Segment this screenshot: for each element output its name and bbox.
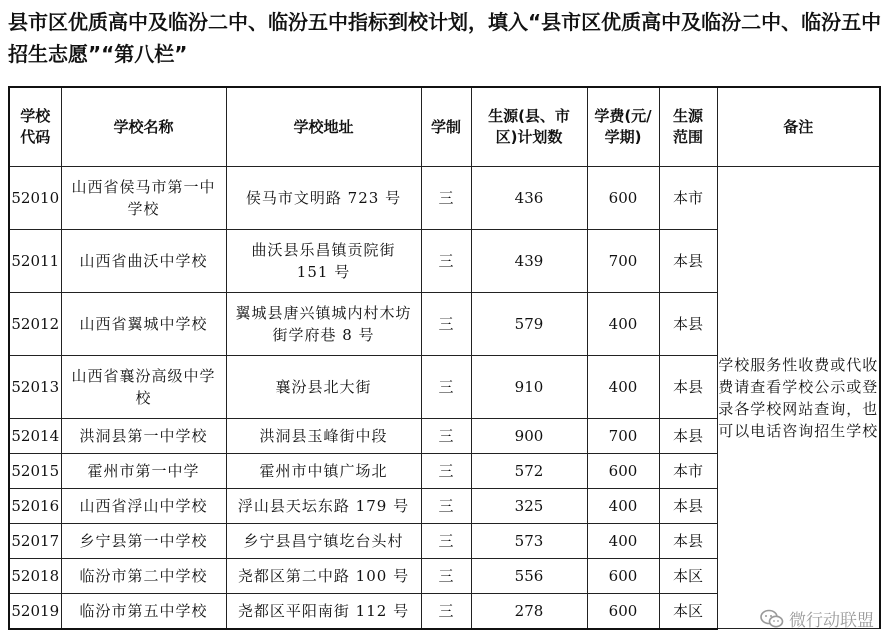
cell-code: 52013 (9, 356, 61, 419)
cell-system: 三 (421, 419, 471, 454)
cell-fee: 600 (587, 454, 659, 489)
cell-scope: 本县 (659, 524, 717, 559)
cell-address: 翼城县唐兴镇城内村木坊街学府巷 8 号 (226, 293, 421, 356)
cell-system: 三 (421, 293, 471, 356)
cell-scope: 本县 (659, 356, 717, 419)
cell-quota: 579 (471, 293, 587, 356)
cell-quota: 439 (471, 230, 587, 293)
cell-scope: 本县 (659, 489, 717, 524)
header-row (9, 87, 880, 167)
cell-fee: 700 (587, 419, 659, 454)
cell-name: 霍州市第一中学 (61, 454, 226, 489)
cell-quota: 325 (471, 489, 587, 524)
cell-code: 52018 (9, 559, 61, 594)
cell-code: 52016 (9, 489, 61, 524)
cell-scope: 本县 (659, 230, 717, 293)
cell-quota: 436 (471, 167, 587, 230)
cell-code: 52019 (9, 594, 61, 629)
cell-system: 三 (421, 356, 471, 419)
cell-scope: 本县 (659, 293, 717, 356)
cell-code: 52015 (9, 454, 61, 489)
cell-name: 山西省侯马市第一中学校 (61, 167, 226, 230)
header-scope: 生源范围 (659, 87, 717, 167)
header-name: 学校名称 (61, 87, 226, 167)
cell-code: 52010 (9, 167, 61, 230)
header-system: 学制 (421, 87, 471, 167)
cell-address: 尧都区平阳南街 112 号 (226, 594, 421, 629)
cell-quota: 556 (471, 559, 587, 594)
cell-address: 曲沃县乐昌镇贡院街151 号 (226, 230, 421, 293)
watermark-text: 微行动联盟 (789, 611, 874, 631)
cell-name: 临汾市第五中学校 (61, 594, 226, 629)
header-quota: 生源(县、市区)计划数 (471, 87, 587, 167)
cell-scope: 本区 (659, 594, 717, 629)
cell-system: 三 (421, 524, 471, 559)
header-code: 学校代码 (9, 87, 61, 167)
cell-note: 学校服务性收费或代收费请查看学校公示或登录各学校网站查询，也可以电话咨询招生学校 (717, 167, 880, 629)
enrollment-plan-table (8, 86, 881, 630)
cell-fee: 600 (587, 167, 659, 230)
cell-fee: 400 (587, 356, 659, 419)
cell-fee: 700 (587, 230, 659, 293)
cell-name: 山西省浮山中学校 (61, 489, 226, 524)
cell-name: 山西省翼城中学校 (61, 293, 226, 356)
cell-code: 52014 (9, 419, 61, 454)
cell-quota: 573 (471, 524, 587, 559)
cell-fee: 400 (587, 524, 659, 559)
cell-system: 三 (421, 489, 471, 524)
cell-system: 三 (421, 454, 471, 489)
cell-address: 洪洞县玉峰街中段 (226, 419, 421, 454)
cell-address: 襄汾县北大街 (226, 356, 421, 419)
cell-scope: 本市 (659, 167, 717, 230)
cell-fee: 400 (587, 489, 659, 524)
cell-scope: 本区 (659, 559, 717, 594)
cell-fee: 600 (587, 594, 659, 629)
cell-fee: 400 (587, 293, 659, 356)
cell-name: 山西省曲沃中学校 (61, 230, 226, 293)
cell-quota: 900 (471, 419, 587, 454)
page-heading: 县市区优质高中及临汾二中、临汾五中指标到校计划，填入“县市区优质高中及临汾二中、临汾五中招生志愿”“第八栏” (8, 10, 882, 66)
cell-system: 三 (421, 167, 471, 230)
cell-address: 浮山县天坛东路 179 号 (226, 489, 421, 524)
cell-code: 52012 (9, 293, 61, 356)
cell-address: 侯马市文明路 723 号 (226, 167, 421, 230)
cell-name: 临汾市第二中学校 (61, 559, 226, 594)
cell-name: 乡宁县第一中学校 (61, 524, 226, 559)
cell-quota: 278 (471, 594, 587, 629)
table-row (9, 167, 880, 230)
cell-name: 山西省襄汾高级中学校 (61, 356, 226, 419)
watermark (760, 606, 874, 631)
cell-quota: 910 (471, 356, 587, 419)
cell-system: 三 (421, 594, 471, 629)
cell-name: 洪洞县第一中学校 (61, 419, 226, 454)
cell-fee: 600 (587, 559, 659, 594)
cell-system: 三 (421, 559, 471, 594)
cell-system: 三 (421, 230, 471, 293)
cell-code: 52017 (9, 524, 61, 559)
cell-scope: 本县 (659, 419, 717, 454)
header-fee: 学费(元/学期) (587, 87, 659, 167)
cell-scope: 本市 (659, 454, 717, 489)
header-address: 学校地址 (226, 87, 421, 167)
cell-quota: 572 (471, 454, 587, 489)
cell-address: 乡宁县昌宁镇圪台头村 (226, 524, 421, 559)
wechat-icon (760, 609, 784, 629)
cell-address: 霍州市中镇广场北 (226, 454, 421, 489)
cell-code: 52011 (9, 230, 61, 293)
cell-address: 尧都区第二中路 100 号 (226, 559, 421, 594)
header-note: 备注 (717, 87, 880, 167)
